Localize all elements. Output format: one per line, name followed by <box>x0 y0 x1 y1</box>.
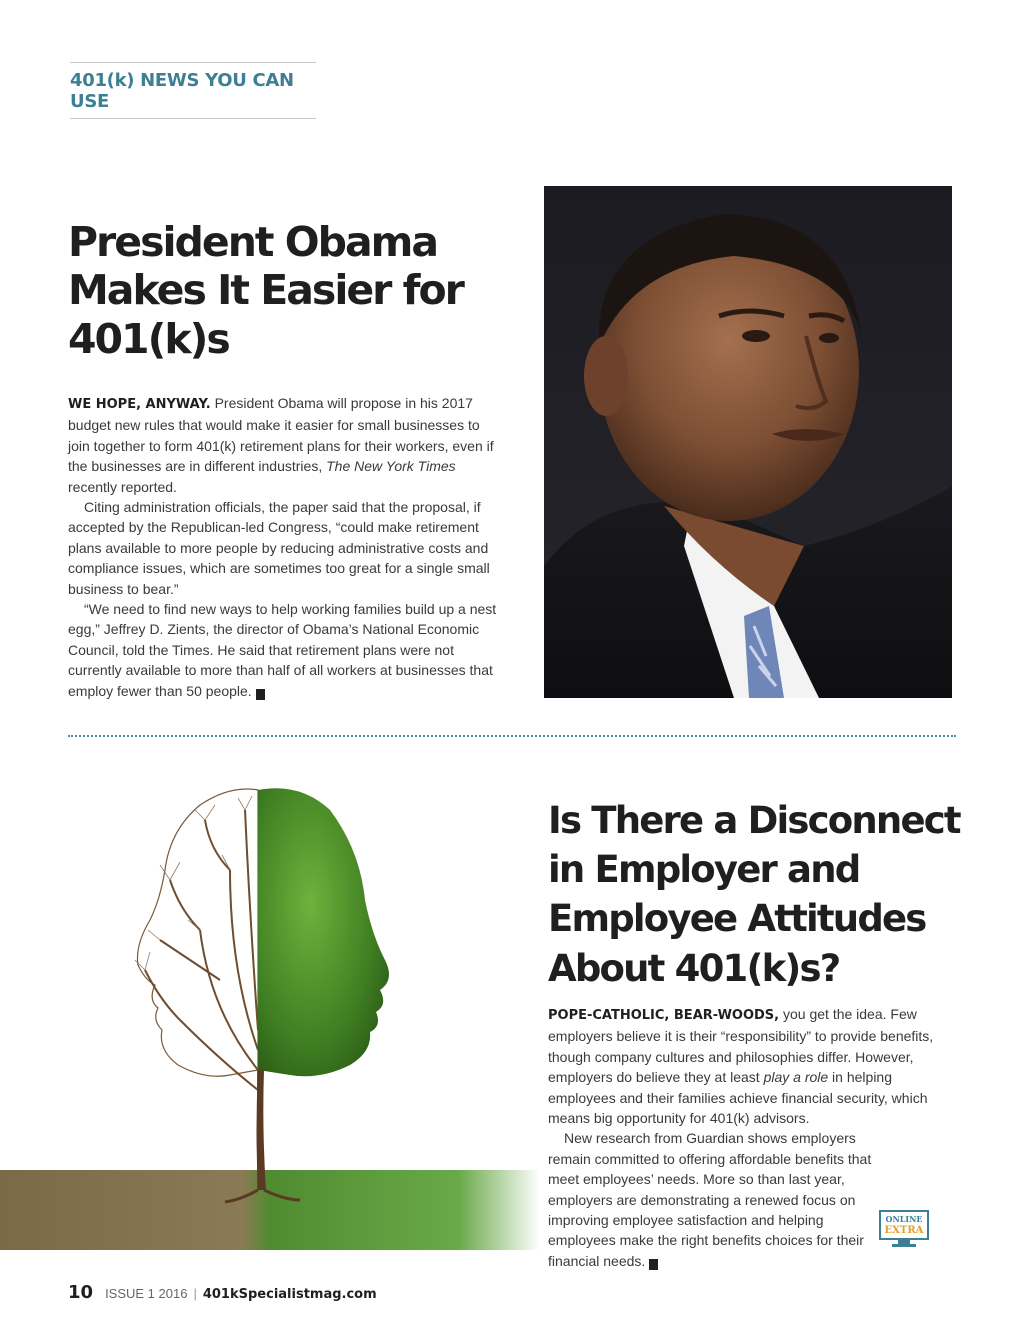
tree-head-illustration <box>0 770 540 1250</box>
end-mark-icon: K <box>649 1259 658 1270</box>
footer-separator: | <box>193 1286 197 1301</box>
article-1-p1-end: recently reported. <box>68 478 177 495</box>
portrait-illustration <box>544 186 952 698</box>
article-1-paragraph-3 <box>68 599 504 701</box>
article-2-p2-text: New research from Guardian shows employers remain committed to offering affordable benefits that meet employees’ needs. More so than last year, employers are demonstrating a renewed focus on improving employee satisfaction and helping employees make the right benefits choices for their financial needs. <box>548 1130 872 1269</box>
article-1-headline: President Obama Makes It Easier for 401(k)s <box>68 218 463 363</box>
article-1-source: The New York Times <box>326 458 456 475</box>
website-link[interactable]: 401kSpecialistmag.com <box>202 1287 377 1302</box>
article-1-p3-text: “We need to find new ways to help working families build up a nest egg,” Jeffrey D. Zients, the director of Obama’s National Economic Council, told the Times. He said that retirement plans were not currently available to more than half of all workers at businesses that employ fewer than 50 people. <box>68 601 497 699</box>
section-label: 401(k) NEWS YOU CAN USE <box>70 62 316 119</box>
article-2-headline: Is There a Disconnect in Employer and Employee Attitudes About 401(k)s? <box>548 799 960 990</box>
article-2-p1-b: in helping employees and their families achieve financial security, which means big opportunity for 401(k) advisors. <box>548 1069 928 1127</box>
online-extra-badge[interactable] <box>878 1210 930 1250</box>
badge-line-1: ONLINE <box>885 1214 923 1224</box>
issue-label: ISSUE 1 2016 <box>105 1286 188 1301</box>
article-1-lead: WE HOPE, ANYWAY. <box>68 397 211 412</box>
article-1-paragraph-2: Citing administration officials, the paper said that the proposal, if accepted by the Republican-led Congress, “could make retirement plans available to more people by reducing administrative costs and compliance issues, which are sometimes too great for a single small business to bear.” <box>68 499 490 597</box>
monitor-icon <box>878 1210 930 1250</box>
article-2-p1-a: you get the idea. Few employers believe it is their “responsibility” to provide benefits, though company cultures and philosophies differ. However, employers do believe they at least <box>548 1006 934 1086</box>
tree-icon <box>0 770 540 1250</box>
article-2-p1-emphasis: play a role <box>763 1069 829 1086</box>
end-mark-icon: K <box>256 689 265 700</box>
article-1-p1-text: President Obama will propose in his 2017 budget new rules that would make it easier for small businesses to join together to form 401(k) retirement plans for their workers, even if the businesses are in different industries, <box>68 395 494 475</box>
page-footer <box>68 1282 377 1303</box>
section-divider <box>68 735 956 737</box>
badge-line-2: EXTRA <box>884 1225 924 1236</box>
article-2-lead: POPE-CATHOLIC, BEAR-WOODS, <box>548 1008 780 1023</box>
portrait-photo <box>544 186 952 698</box>
article-1-paragraph-1 <box>68 393 504 497</box>
page-number: 10 <box>68 1282 94 1303</box>
article-1-body <box>68 393 504 701</box>
article-2-paragraph-1 <box>548 1004 944 1128</box>
